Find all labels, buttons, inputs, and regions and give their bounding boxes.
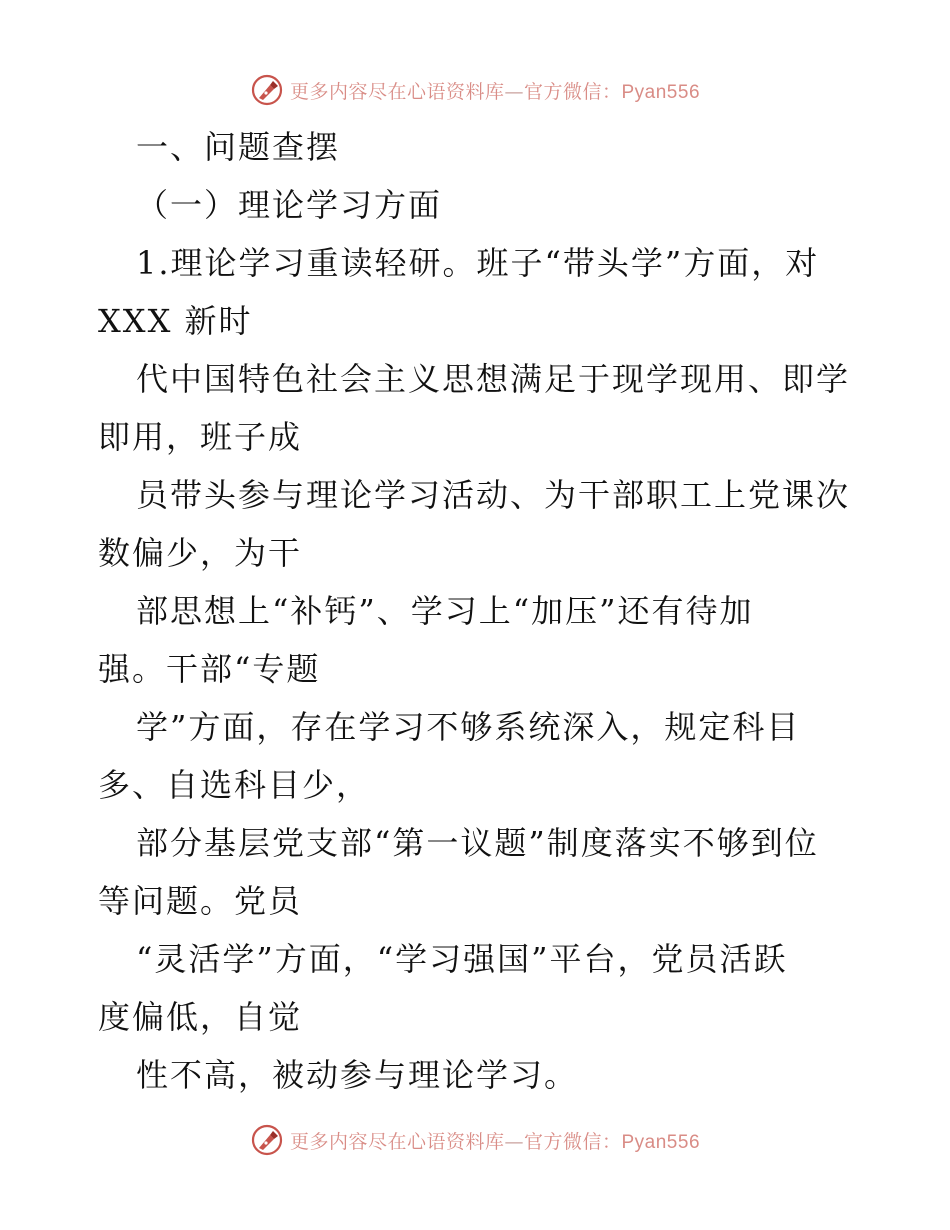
document-line: 强。干部“专题 <box>98 650 321 688</box>
document-line: 多、自选科目少， <box>98 766 371 804</box>
document-line: 等问题。党员 <box>98 882 303 920</box>
watermark-official: 官方微信： <box>523 80 622 103</box>
watermark-official: 官方微信： <box>523 1130 622 1153</box>
document-line: （一）理论学习方面 <box>136 186 443 224</box>
document-line: 学”方面，存在学习不够系统深入，规定科目 <box>136 708 801 746</box>
watermark-dash: — <box>504 1130 524 1153</box>
watermark-text <box>290 77 700 104</box>
document-line: 一、问题查摆 <box>136 128 341 166</box>
watermark-dash: — <box>504 80 524 103</box>
document-line: 数偏少，为干 <box>98 534 303 572</box>
pen-nib-logo-icon <box>250 73 284 107</box>
watermark-wechat-id: Pyan556 <box>621 1131 701 1153</box>
document-line: 1.理论学习重读轻研。班子“带头学”方面，对 <box>136 244 820 282</box>
document-line: 性不高，被动参与理论学习。 <box>136 1056 579 1094</box>
document-line: XXX 新时 <box>98 302 253 340</box>
document-body <box>98 118 858 1104</box>
watermark-site-name: 更多内容尽在心语资料库 <box>289 80 505 103</box>
document-line: 部思想上“补钙”、学习上“加压”还有待加 <box>136 592 754 630</box>
document-line: “灵活学”方面，“学习强国”平台，党员活跃 <box>136 940 788 978</box>
header-watermark <box>0 70 950 110</box>
document-line: 员带头参与理论学习活动、为干部职工上党课次 <box>136 476 851 514</box>
document-line: 即用，班子成 <box>98 418 303 456</box>
footer-watermark <box>0 1120 950 1160</box>
document-line: 代中国特色社会主义思想满足于现学现用、即学 <box>136 360 851 398</box>
document-line: 部分基层党支部“第一议题”制度落实不够到位 <box>136 824 819 862</box>
watermark-text <box>290 1127 700 1154</box>
document-line: 度偏低，自觉 <box>98 998 303 1036</box>
watermark-site-name: 更多内容尽在心语资料库 <box>289 1130 505 1153</box>
watermark-wechat-id: Pyan556 <box>621 81 701 103</box>
pen-nib-logo-icon <box>250 1123 284 1157</box>
